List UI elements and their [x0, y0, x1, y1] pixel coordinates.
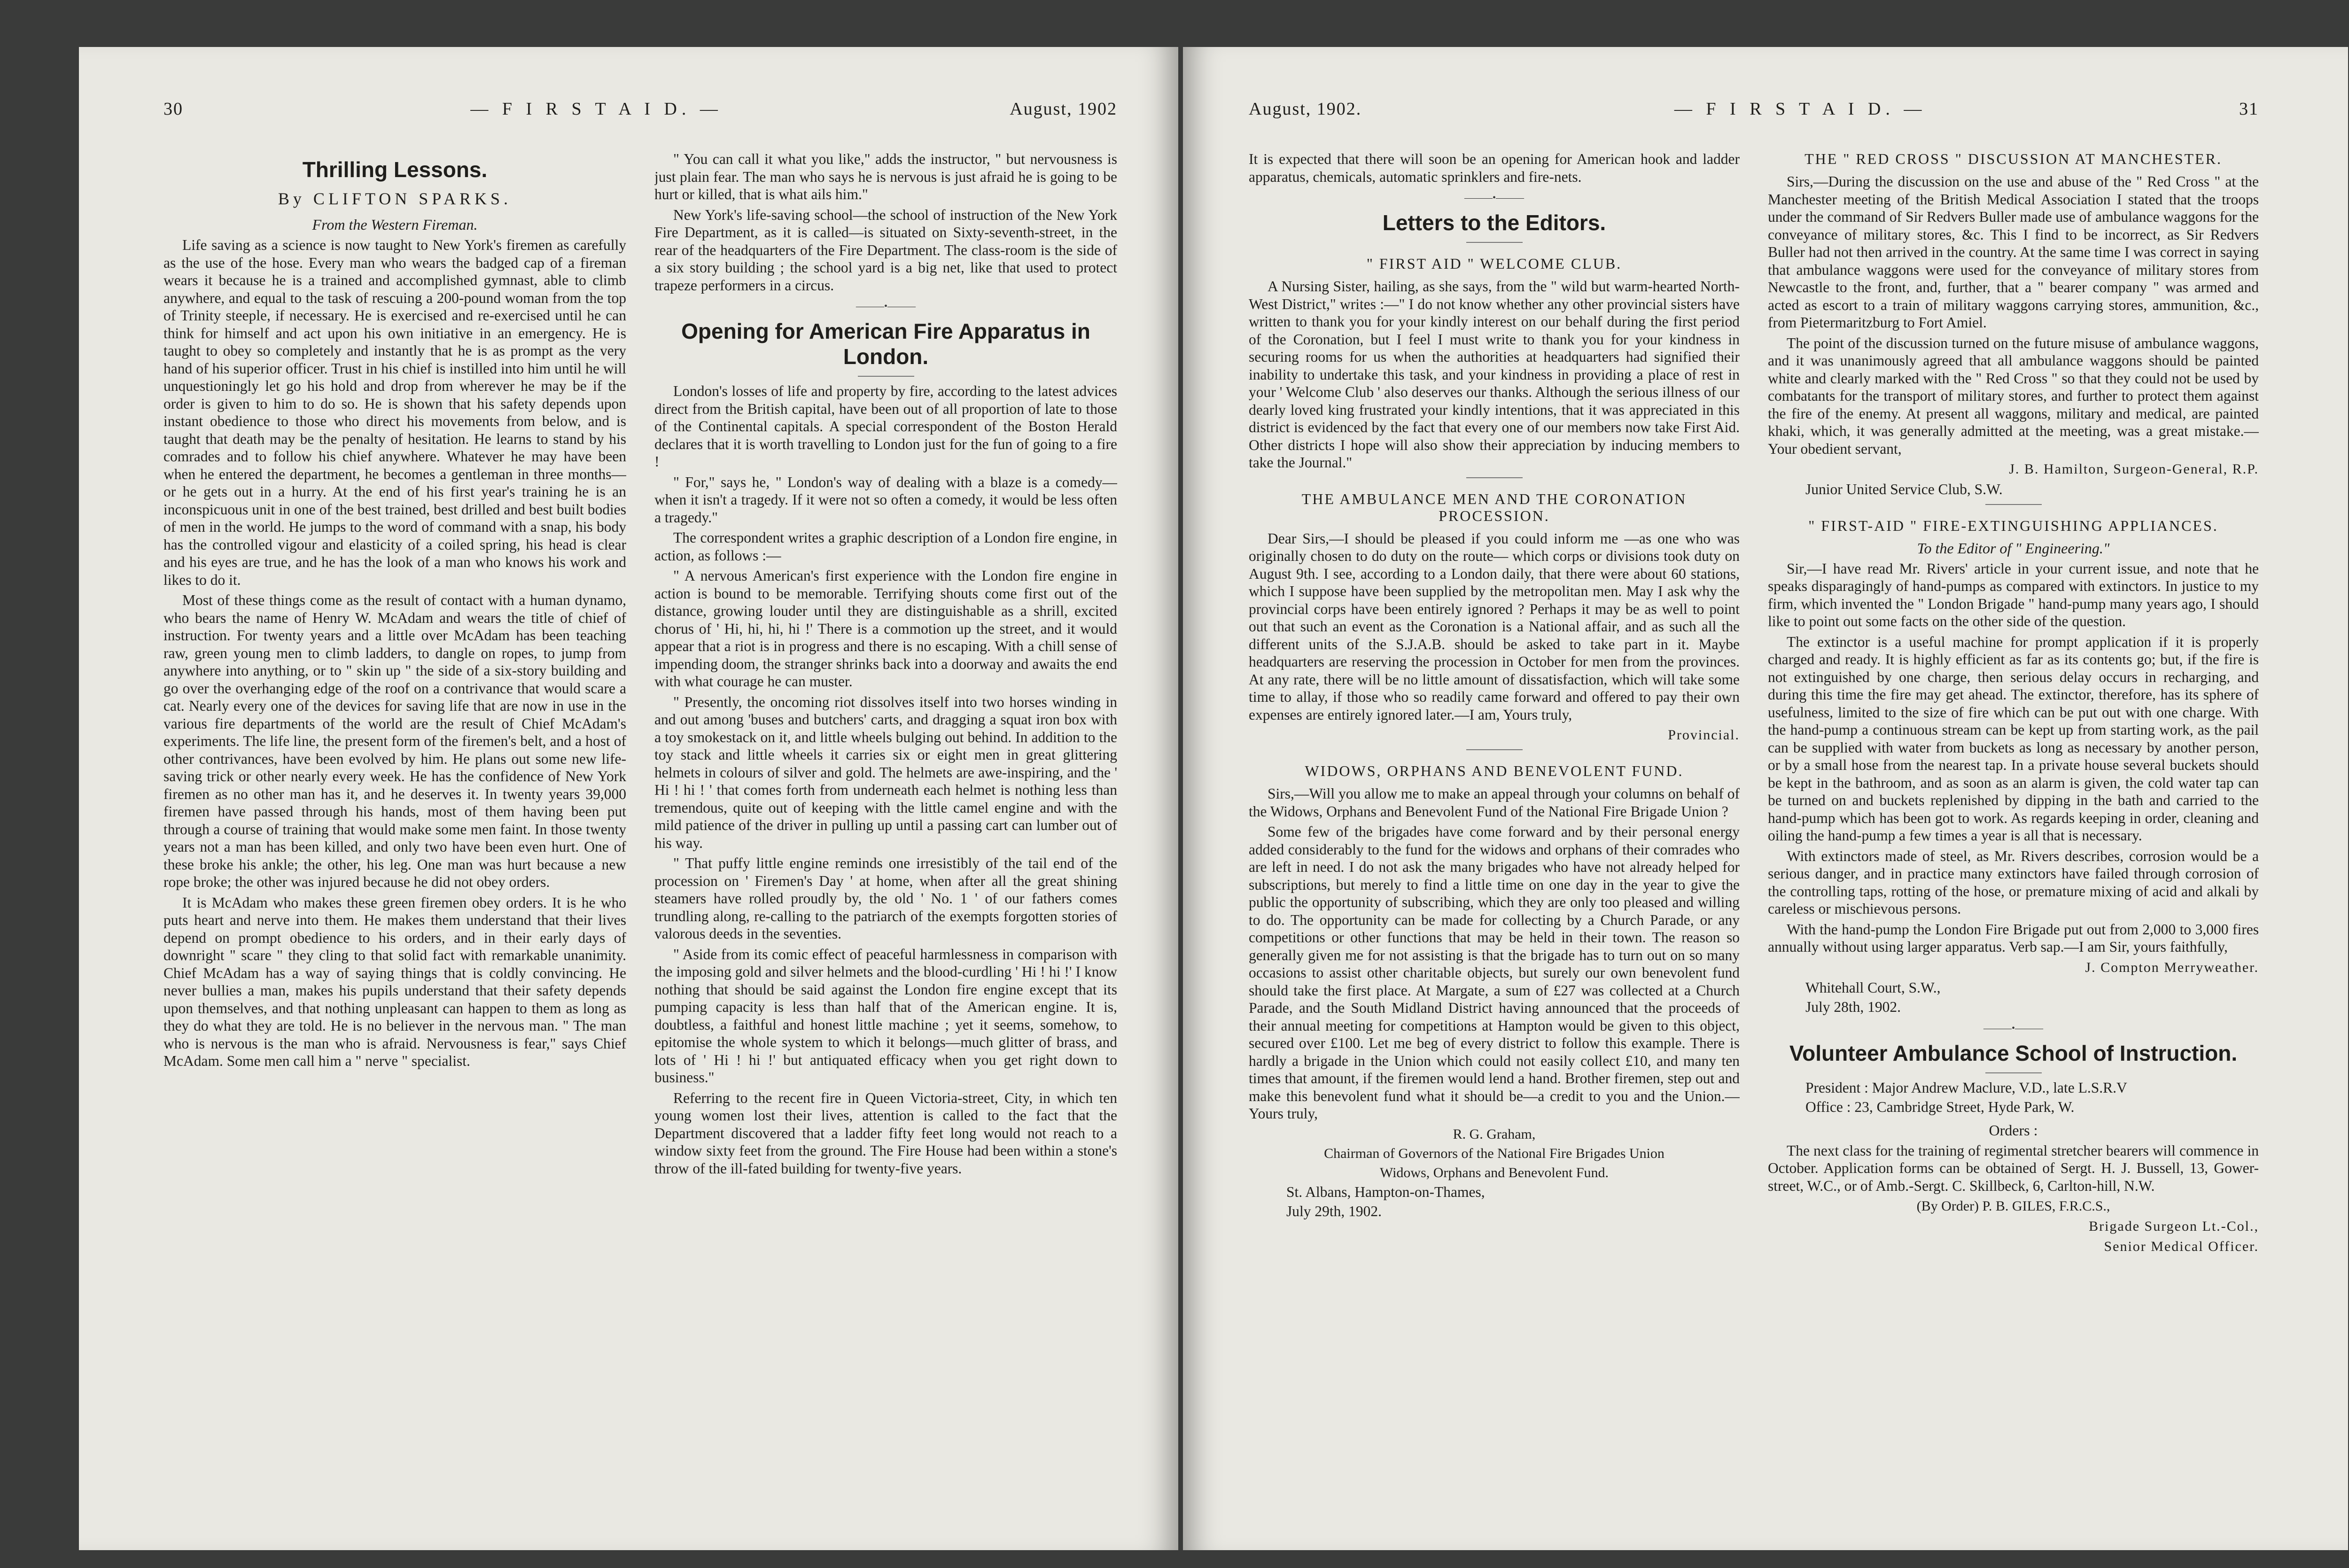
club: Junior United Service Club, S.W. — [1805, 481, 2003, 497]
paragraph: Referring to the recent fire in Queen Victoria-street, City, in which ten young women lost their lives, attention is called to the fact that the Department discovered that a ladder fifty feet long would not reach to a window sixty feet from the ground. The Fire House had been within a stone's throw of the ill-fated building for twenty-five years. — [654, 1089, 1117, 1177]
to-editor: To the Editor of " Engineering." — [1917, 539, 2110, 557]
paragraph: Sirs,—Will you allow me to make an appeal through your columns on behalf of the Widows, Orphans and Benevolent Fund of the National Fire Brigade Union ? — [1249, 785, 1740, 820]
paragraph: The point of the discussion turned on the future misuse of ambulance waggons, and it was unanimously agreed that all ambulance waggons should be painted white and clearly marked with the " Red Cross " so that they could not be used by combatants for the transport of military stores, and further to protect them against the fire of the enemy. At present all waggons, military and medical, are painted khaki, which, it was generally admitted at the meeting, was a great mistake.— Your obedient servant, — [1768, 334, 2259, 457]
article-title: Opening for American Fire Apparatus in London. — [681, 319, 1090, 369]
section-title: Letters to the Editors. — [1382, 210, 1606, 235]
paragraph: The next class for the training of regimental stretcher bearers will commence in October. Application forms can be obtained of Sergt. H. J. Bussell, 13, Gower-street, W.C., or of Amb.-Sergt. C. Skillbeck, 6, Carlton-hill, N.W. — [1768, 1142, 2259, 1194]
left-column-1 — [163, 150, 626, 1503]
rule — [1466, 749, 1523, 750]
rule — [1985, 504, 2042, 505]
ornament-divider: ———•——— — [1464, 193, 1524, 203]
paragraph: A Nursing Sister, hailing, as she says, from the " wild but warm-hearted North-West District," writes :—" I do not know whether any other provincial sisters have written to thank you for your kindly interest on our behalf during the first period of the Coronation, but I feel I must write to thank you for your kindness in securing rooms for us when the authorities at headquarters had signified their inability to undertake this task, and your kindness in providing a place of rest in your ' Welcome Club ' also deserves our thanks. Although the serious illness of our dearly loved king frustrated your kindly intentions, that it was appreciated in this district is evidenced by the fact that every one of our members now take First Aid. Other districts I hope will also show their appreciation by inducing members to take the Journal." — [1249, 278, 1740, 471]
right-page — [1183, 47, 2348, 1550]
signature: R. G. Graham, — [1453, 1126, 1536, 1142]
page-number: 31 — [2239, 99, 2259, 119]
paragraph: Some few of the brigades have come forward and by their personal energy added considerably to the fund for the widows and orphans of their comrades who are left in need. I do not ask the many brigades who have not already helped for subscriptions, but merely to find a little time on one day in the year to give the public the opportunity of subscribing, which they are only too pleased and willing to do. The opportunity can be made for collecting by a Church Parade, or any competitions or other functions that may be held in their town. The reason so generally given me for not assisting is that the brigade has to turn out on so many occasions to assist other charitable objects, but surely our own benevolent fund should take the first place. At Margate, a sum of £27 was collected at a Church Parade, and the South Midland District having announced that the proceeds of their annual meeting for competitions at Hampton would be given to this object, secured over £100. Let me beg of every district to follow this example. There is hardly a brigade in the Union which could not easily collect £10, and many ten times that amount, if the firemen would lend a hand. Brother firemen, step out and make this benevolent fund what it should be—a credit to you and the Union.—Yours truly, — [1249, 823, 1740, 1122]
paragraph: With extinctors made of steel, as Mr. Rivers describes, corrosion would be a serious danger, and in practice many extinctors have failed through corrosion of the controlling taps, rotting of the hose, or premature mixing of acid and alkali by careless or mischievous persons. — [1768, 847, 2259, 917]
letter-date: July 28th, 1902. — [1805, 999, 1901, 1015]
signature: J. B. Hamilton, Surgeon-General, R.P. — [2009, 461, 2259, 477]
signature-line: Brigade Surgeon Lt.-Col., — [2089, 1219, 2259, 1234]
paragraph: " You can call it what you like," adds the instructor, " but nervousness is just plain fear. The man who says he is nervous is just afraid he is going to be hurt or killed, that is what ails him." — [654, 151, 1117, 202]
letter-date: July 29th, 1902. — [1286, 1203, 1382, 1219]
signature: (By Order) P. B. GILES, F.R.C.S., — [1916, 1198, 2110, 1214]
issue-date: August, 1902. — [1249, 99, 1362, 119]
paragraph: The correspondent writes a graphic description of a London fire engine, in action, as follows :— — [654, 529, 1117, 564]
address: St. Albans, Hampton-on-Thames, — [1286, 1183, 1485, 1200]
right-column-1 — [1249, 150, 1740, 1503]
signature-line: Chairman of Governors of the National Fire Brigades Union — [1324, 1145, 1665, 1161]
paragraph: " Presently, the oncoming riot dissolves itself into two horses winding in and out among 'buses and butchers' carts, and dragging a squat iron box with a toy smokestack on it, and little wheels bulging out behind. In addition to the toy stack and little wheels it carries six or eight men in great glittering helmets in colours of silver and gold. The helmets are awe-inspiring, and the ' Hi ! hi ! ' that comes forth from underneath each helmet is nothing less than tremendous, quite out of keeping with the little camel engine and with the mild patience of the driver in pulling up until a passing cart can lumber out of his way. — [654, 693, 1117, 851]
section-title: Volunteer Ambulance School of Instruction. — [1789, 1040, 2238, 1065]
paragraph: London's losses of life and property by fire, according to the latest advices direct from the British capital, have been out of all proportion of late to those of the Continental capitals. A special correspondent of the Boston Herald declares that it is worth travelling to London just for the fun of going to a fire ! — [654, 383, 1117, 470]
president: President : Major Andrew Maclure, V.D., late L.S.R.V — [1805, 1079, 2127, 1096]
paragraph: Most of these things come as the result of contact with a human dynamo, who bears the name of Henry W. McAdam and wears the title of chief of instruction. For twenty years and a little over McAdam has been teaching raw, green young men to climb ladders, to dangle on ropes, to jump from anywhere into anything, or to " skin up " the side of a six-story building and go over the overhanging edge of the roof on a contrivance that would scare a cat. Nearly every one of the devices for saving life that are now in use in the various fire departments of the world are the result of Chief McAdam's experiments. The life line, the present form of the firemen's belt, and a host of other contrivances, have been evolved by him. He plans out some new life-saving trick or other nearly every week. He has the confidence of New York firemen as no other man has it, and he deserves it. In twenty years 39,000 firemen have passed through his hands, most of them having been put through a course of training that would make some men faint. In those twenty years not a man has been killed, and only two have been even hurt. One of these broke his ankle; the other, his leg. One man was hurt because a new rope broke; the other was injured because he did not obey orders. — [163, 592, 626, 890]
rule — [858, 376, 914, 377]
source-note: From the Western Fireman. — [312, 216, 478, 233]
rule — [1985, 1072, 2042, 1073]
signature: Provincial. — [1668, 727, 1740, 743]
letter-heading: WIDOWS, ORPHANS AND BENEVOLENT FUND. — [1305, 762, 1684, 779]
signature-line: Senior Medical Officer. — [2104, 1239, 2259, 1254]
signature-line: Widows, Orphans and Benevolent Fund. — [1379, 1164, 1609, 1180]
paragraph: " That puffy little engine reminds one irresistibly of the tail end of the procession on ' Firemen's Day ' at home, when after all the great shining steamers have rolled proudly by, the old ' No. 1 ' of our fathers comes trundling along, re-calling to the patriarch of the exempts forgotten stories of valorous deeds in the seventies. — [654, 855, 1117, 942]
address: Whitehall Court, S.W., — [1805, 979, 1941, 996]
issue-date: August, 1902 — [1010, 99, 1117, 119]
paragraph: New York's life-saving school—the school of instruction of the New York Fire Department, as it is called—is situated on Sixty-seventh-street, in the rear of the headquarters of the Fire Department. The class-room is the side of a six story building ; the school yard is a big net, like that used to protect trapeze performers in a circus. — [654, 206, 1117, 294]
left-page — [79, 47, 1178, 1550]
paragraph: Dear Sirs,—I should be pleased if you could inform me —as one who was originally chosen to do duty on the route— which corps or divisions took duty on August 9th. I see, according to a London daily, that there were about 60 stations, which I suppose have been supplied by the metropolitan men. May I ask why the provincial corps have been entirely ignored ? Perhaps it may be as well to point out that such an event as the Coronation is a National affair, and as such all the different units of the S.J.A.B. should be asked to take part in it. Maybe headquarters are reserving the procession in October for men from the provinces. At any rate, there will be no little amount of dissatisfaction, which will take some time to allay, if those who so readily came forward and offered to pay their own expenses are entirely ignored later.—I am, Yours truly, — [1249, 530, 1740, 723]
left-running-head — [163, 99, 1117, 132]
paragraph: " For," says he, " London's way of dealing with a blaze is a comedy—when it isn't a tragedy. If it were not so often a comedy, it would be less often a tragedy." — [654, 474, 1117, 526]
byline: By CLIFTON SPARKS. — [278, 189, 512, 208]
ornament-divider: ———•——— — [1983, 1023, 2043, 1033]
paragraph: It is expected that there will soon be an opening for American hook and ladder apparatus, chemicals, automatic sprinklers and fire-nets. — [1249, 151, 1740, 185]
signature: J. Compton Merryweather. — [2085, 959, 2259, 975]
office: Office : 23, Cambridge Street, Hyde Park, W. — [1805, 1099, 2075, 1115]
right-column-2 — [1768, 150, 2259, 1503]
letter-heading: THE " RED CROSS " DISCUSSION AT MANCHESTER. — [1805, 150, 2222, 167]
letter-heading: " FIRST-AID " FIRE-EXTINGUISHING APPLIANCES. — [1808, 517, 2218, 534]
magazine-spread — [79, 47, 2349, 1550]
letter-heading: " FIRST AID " WELCOME CLUB. — [1366, 255, 1622, 272]
article-title: Thrilling Lessons. — [302, 157, 488, 182]
running-title: — F I R S T A I D. — — [1674, 99, 1927, 119]
rule — [1466, 242, 1523, 243]
paragraph: " A nervous American's first experience with the London fire engine in action is bound to be memorable. Terrifying shouts come first out of the distance, growing louder until they are distinguishable as a shrill, excited chorus of ' Hi, hi, hi, hi !' There is a commotion up the street, and it would appear that a riot is in progress and there is no escaping. With a chill sense of impending doom, the stranger shrinks back into a doorway and awaits the end with what courage he can muster. — [654, 567, 1117, 690]
paragraph: The extinctor is a useful machine for prompt application if it is properly charged and ready. It is highly efficient as far as its contents go; but, if the fire is not extinguished by one charge, then serious delay occurs in recharging, and during this time the fire may get ahead. The extinctor, therefore, has its sphere of usefulness, limited to the size of fire which can be put out with one charge. With the hand-pump a continuous stream can be kept up from starting work, as the pail can be supplied with water from buckets as long as necessary by another person, or by a small hose from the nearest tap. In a private house several buckets should be kept in the bathroom, and as soon as an alarm is given, the cold water tap can be turned on and buckets replenished by dipping in the bath and carried to the hand-pump which has been got to work. As regards keeping in order, cleaning and oiling the hand-pump a few times a year is all that is necessary. — [1768, 633, 2259, 844]
paragraph: " Aside from its comic effect of peaceful harmlessness in comparison with the imposing gold and silver helmets and the blood-curdling ' Hi ! hi !' I know nothing that should be said against the London fire engine except that its pumping capacity is less than half that of the American engine. It is, doubtless, a faithful and honest little machine ; yet it seems, somehow, to epitomise the whole system to which it belongs—much glitter of brass, and lots of ' Hi ! hi !' but antiquated efficacy when you get right down to business." — [654, 946, 1117, 1086]
running-title: — F I R S T A I D. — — [470, 99, 723, 119]
right-running-head — [1249, 99, 2259, 132]
ornament-divider: ———•——— — [856, 301, 916, 311]
orders-label: Orders : — [1989, 1121, 2038, 1139]
page-number: 30 — [163, 99, 183, 119]
left-column-2 — [654, 150, 1117, 1503]
paragraph: It is McAdam who makes these green firemen obey orders. It is he who puts heart and nerve into them. He makes them understand that their lives depend on prompt obedience to his orders, and in their early days of downright " scare " they cling to that solid fact with remarkable unanimity. Chief McAdam has a way of saying things that is coldly convincing. He never bullies a man, makes his pupils understand that their safety depends upon themselves, and that nothing unpleasant can happen to them as long as they do what they are told. He is no believer in the nervous man. " The man who is nervous is the man who is afraid. Nervousness is fear," says Chief McAdam. Some men call him a " nerve " specialist. — [163, 894, 626, 1069]
paragraph: Sir,—I have read Mr. Rivers' article in your current issue, and note that he speaks disparagingly of hand-pumps as compared with extinctors. In justice to my firm, which invented the " London Brigade " hand-pump many years ago, I should like to point out some facts on the other side of the question. — [1768, 560, 2259, 629]
paragraph: With the hand-pump the London Fire Brigade put out from 2,000 to 3,000 fires annually without using larger apparatus. Verb sap.—I am Sir, yours faithfully, — [1768, 921, 2259, 955]
paragraph: Life saving as a science is now taught to New York's firemen as carefully as the use of the hose. Every man who wears the badged cap of a fireman wears it because he is a trained and accomplished gymnast, able to climb anywhere, and equal to the task of rescuing a 200-pound woman from the top of Trinity steeple, if necessary. He is exercised and re-exercised until he can think for himself and act upon his own initiative in an emergency. He is taught to obey so completely and instantly that he is as prompt as the very hand of his superior officer. Trust in his chief is instilled into him until he will unquestioningly let go his hold and drop from wherever he may be if the order is given to him to do so. He is shown that his safety depends upon instant obedience to those who direct his movements from below, and is taught that death may be the penalty of hesitation. He learns to stand by his comrades and to follow his chief anywhere. Whatever he may have been when he entered the department, he becomes a gentleman in three months—or he gets out in a hurry. At the end of his first year's training he is an inconspicuous unit in one of the best trained, best drilled and best built bodies of men in the world. He jumps to the word of command with a snap, his body has the controlled vigour and elasticity of a coiled spring, his head is clear and his eyes are true, and he has the look of a man who knows his work and likes to do it. — [163, 237, 626, 588]
paragraph: Sirs,—During the discussion on the use and abuse of the " Red Cross " at the Manchester meeting of the British Medical Association I stated that the troops under the command of Sir Redvers Buller made use of ambulance waggons for the conveyance of military stores, &c. This I find to be incorrect, as Sir Redvers Buller had not then arrived in the country. At the same time I was correct in saying that ambulance waggons were used for the conveyance of military stores from Newcastle to the front, and, further, that a " bearer company " was armed and acted as escort to a train of military waggons carrying stores, ammunition, &c., from Pietermaritzburg to Fort Amiel. — [1768, 173, 2259, 331]
rule — [1466, 477, 1523, 478]
letter-heading: THE AMBULANCE MEN AND THE CORONATION PROCESSION. — [1301, 490, 1687, 524]
